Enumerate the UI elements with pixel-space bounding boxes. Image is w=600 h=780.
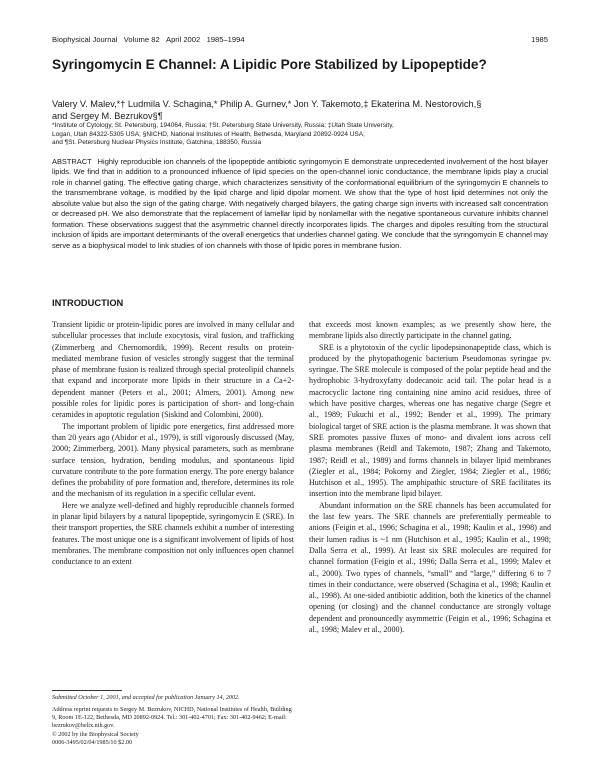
paper-title: Syringomycin E Channel: A Lipidic Pore Stabilized by Lipopeptide?: [52, 57, 487, 72]
affiliation-line-1: *Institute of Cytology, St. Petersburg, 194064, Russia; †St. Petersburg State University, Russia; ‡Utah State University,: [52, 122, 394, 129]
affiliations: [52, 122, 548, 148]
body-column-right: [309, 319, 551, 635]
footnote-copyright: © 2002 by the Biophysical Society: [52, 730, 139, 738]
footnotes: [52, 694, 296, 747]
running-head: [52, 35, 548, 47]
footnote-divider: [52, 690, 122, 691]
author-list: [52, 98, 548, 122]
author-line-1: Valery V. Malev,*† Ludmila V. Schagina,* Philip A. Gurnev,* Jon Y. Takemoto,‡ Ekaterina M. Nestorovich,§: [52, 99, 482, 109]
affiliation-line-3: and ¶St. Petersburg Nuclear Physics Institute, Gatchina, 188350, Russia: [52, 139, 262, 147]
affiliation-line-2: Logan, Utah 84322-5305 USA; §NICHD, National Institutes of Health, Bethesda, Maryland 20892-0924 USA;: [52, 130, 365, 138]
author-line-2: and Sergey M. Bezrukov§¶: [52, 111, 163, 121]
footnote-code: 0006-3495/02/04/1985/10 $2.00: [52, 738, 133, 746]
footnote-address: Address reprint requests to Sergey M. Bezrukov, NICHD, National Institutes of Health, Building 9, Room 1E-122, Bethesda, MD 20892-0924. Tel.: 301-402-4701; Fax: 301-402-9462; E-mail: bezrukov@helix.nih.gov.: [52, 706, 292, 730]
journal-date: April 2002: [166, 35, 201, 44]
page-number: 1985: [531, 35, 548, 44]
paragraph: Transient lipidic or protein-lipidic pores are involved in many cellular and subcellular processes that include exocytosis, viral fusion, and trafficking (Zimmerberg and Chernomordik, 1999). Recent results on protein-mediated membrane fusion of vesicles strongly suggest that the terminal phase of membrane fusion is realized through special proteolipid channels that expand and incorporate more lipids in their structure in a Ca+2-dependent manner (Peters et al., 2001; Almers, 2001). Among new possible roles for lipidic pores is participation of short- and long-chain ceramides in apoptotic regulation (Siskind and Colombini, 2000).: [52, 320, 294, 420]
journal-volume: Volume 82: [123, 35, 160, 44]
paragraph: The important problem of lipidic pore energetics, first addressed more than 20 years ago (Abidor et al., 1979), is still vigorously discussed (May, 2000; Zimmerberg, 2001). Many physical parameters, such as membrane surface tension, hydration, bending modulus, and spontaneous lipid curvature contribute to the pore formation energy. The pore energy balance defines the probability of pore formation and, therefore, determines its role and the mechanism of its regulation in a specific cellular event.: [52, 421, 294, 499]
paragraph: Here we analyze well-defined and highly reproducible channels formed in planar lipid bilayers by a natural lipopeptide, syringomycin E (SRE). In their transport properties, the SRE channels exhibit a number of interesting features. The most unique one is a significant involvement of lipids of host membranes. The membrane composition not only influences open channel conductance to an extent: [52, 500, 294, 567]
abstract-text: Highly reproducible ion channels of the lipopeptide antibiotic syringomycin E demonstrate unprecedented involvement of the host bilayer lipids. We find that in addition to a pronounced influence of lipid species on the open-channel ionic conductance, the membrane lipids play a crucial role in channel gating. The effective gating charge, which characterizes sensitivity of the conformational equilibrium of the syringomycin E channels to the transmembrane voltage, is modified by the lipid charge and lipid dipolar moment. We show that the type of host lipid determines not only the absolute value but also the sign of the gating charge. With negatively charged bilayers, the gating charge sign inverts with increased salt concentration or decreased pH. We also demonstrate that the replacement of lamellar lipid by nonlamellar with the negative spontaneous curvature inhibits channel formation. These observations suggest that the asymmetric channel directly incorporates lipids. The charges and dipoles resulting from the structural inclusion of lipids are important determinants of the overall energetics that underlies channel gating. We conclude that the syringomycin E channel may serve as a biophysical model to link studies of ion channels with those of lipidic pores in membrane fusion.: [52, 157, 548, 250]
footnote-submitted: Submitted October 1, 2001, and accepted for publication January 14, 2002.: [52, 694, 240, 701]
section-heading-introduction: INTRODUCTION: [52, 298, 124, 308]
journal-name: Biophysical Journal: [52, 35, 118, 44]
body-column-left: [52, 319, 294, 568]
paragraph: SRE is a phytotoxin of the cyclic lipodepsinonapeptide class, which is produced by the phytopathogenic bacterium Pseudomonas syringae pv. syringae. The SRE molecule is composed of the polar peptide head and the hydrophobic 3-hydroxyfatty dodecanoic acid tail. The polar head is a macrocyclic lactone ring containing nine amino acid residues, three of which have positive charges, whereas one has negative charge (Segre et al., 1989; Fukuchi et al., 1992; Bender et al., 1999). The primary biological target of SRE action is the plasma membrane. It was shown that SRE promotes passive fluxes of mono- and divalent ions across cell plasma membranes (Reidl and Takemoto, 1987; Zhang and Takemoto, 1987; Reidl et al., 1989) and forms channels in bilayer lipid membranes (Ziegler et al., 1984; Pokorny and Ziegler, 1984; Ziegler et al., 1986; Hutchison et al., 1995). The amphipathic structure of SRE facilitates its insertion into the membrane lipid bilayer.: [309, 342, 551, 499]
paragraph: that exceeds most known examples; as we presently show here, the membrane lipids also directly participate in the channel gating.: [309, 320, 551, 341]
abstract-label: ABSTRACT: [52, 157, 92, 166]
journal-pages: 1985–1994: [206, 35, 245, 44]
paragraph: Abundant information on the SRE channels has been accumulated for the last few years. The SRE channels are preferentially permeable to anions (Feigin et al., 1996; Schagina et al., 1998; Kaulin et al., 1998) and their lumen radius is ~1 nm (Hutchison et al., 1995; Kaulin et al., 1998; Dalla Serra et al., 1999). At least six SRE molecules are required for channel formation (Feigin et al., 1996; Dalla Serra et al., 1999; Malev et al., 2000). Two types of channels, “small” and “large,” differing 6 to 7 times in their conductance, were observed (Schagina et al., 1998; Kaulin et al., 1998). At one-sided antibiotic addition, both the kinetics of the channel opening (or closing) and the channel conductance are strongly voltage dependent and pronouncedly asymmetric (Feigin et al., 1996; Schagina et al., 1998; Malev et al., 2000).: [309, 500, 551, 635]
abstract: [52, 157, 548, 251]
